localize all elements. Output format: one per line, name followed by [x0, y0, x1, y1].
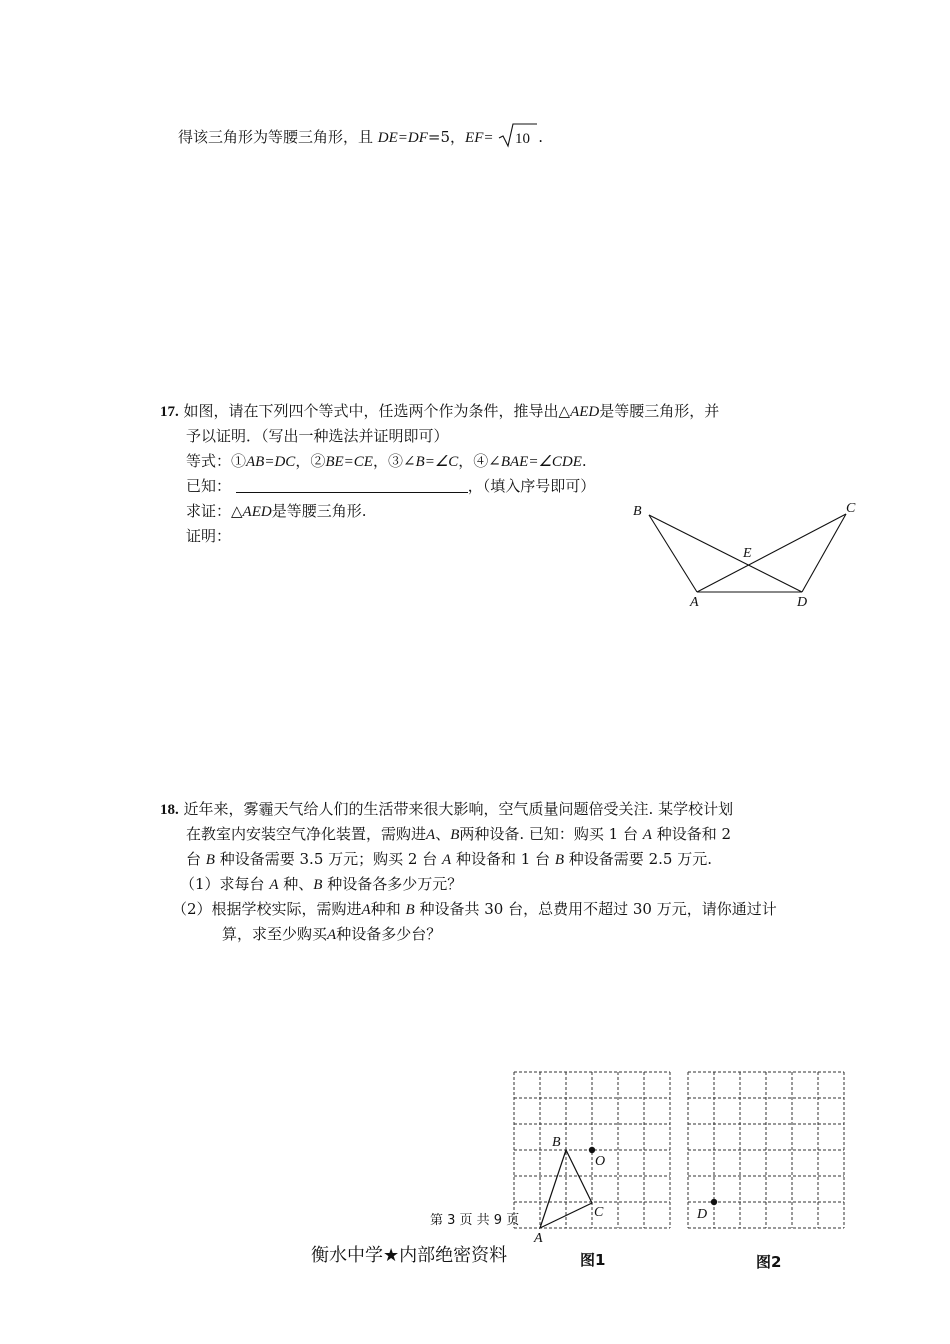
fig2-label-d: D [697, 1207, 708, 1222]
q17-equations-label: 等式：① [186, 452, 247, 470]
q18-part2-line2-a: 算，求至少购买 [222, 925, 328, 943]
q18-part2-line2 [222, 924, 441, 945]
fig1-label-a: A [534, 1231, 543, 1246]
q17-eq3: B=∠C [415, 454, 459, 470]
q18-line2-a: 在教室内安装空气净化装置，需购进 [186, 825, 427, 843]
q18-line3-A: A [442, 852, 452, 868]
grid-figure-2 [685, 1068, 850, 1238]
prev-answer-ef: EF= [465, 130, 494, 146]
q17-sep3: ，③∠ [372, 452, 416, 470]
q18-line2-A2: A [642, 827, 652, 843]
q18-part2 [172, 899, 777, 920]
q18-part1 [180, 874, 462, 895]
fig1-label-b: B [552, 1135, 561, 1150]
q18-line2-d: 种设备和 2 [656, 825, 732, 843]
q18-part2-line2-b: 种设备多少台？ [336, 925, 442, 943]
q17-line1-b: 是等腰三角形，并 [599, 402, 720, 420]
q18-part1-A: A [269, 877, 279, 893]
sqrt-icon [498, 122, 538, 148]
q17-given [186, 476, 595, 496]
sqrt-expression [498, 122, 538, 153]
q17-triangle-figure [625, 495, 865, 615]
fig2-caption: 图2 [756, 1253, 782, 1271]
q18-line3-d: 种设备需要 2.5 万元. [568, 850, 712, 868]
q17-line1-aed: AED [570, 404, 600, 420]
q18-line3-B2: B [554, 852, 565, 868]
q17-number: 17. [160, 404, 179, 420]
q18-part2-b: 种和 [370, 900, 401, 918]
q18-line3-a: 台 [186, 850, 202, 868]
q18-part2-c: 种设备共 30 台，总费用不超过 30 万元，请你通过计 [419, 900, 777, 918]
label-c: C [846, 501, 856, 516]
fig1-label-o: O [595, 1154, 606, 1169]
q17-given-blank[interactable] [236, 478, 468, 493]
q18-part2-B: B [405, 902, 415, 918]
q17-line2: 予以证明．（写出一种选法并证明即可） [186, 427, 449, 445]
q17-given-tail: ，（填入序号即可） [467, 477, 596, 495]
prev-answer-end: . [538, 128, 544, 146]
q17-sep2: ，② [295, 452, 326, 470]
q18-line2-B: B [450, 827, 460, 843]
q18-line2-A: A [426, 827, 436, 843]
prev-answer-line [178, 122, 543, 153]
page-number: 第 3 页 共 9 页 [430, 1213, 520, 1228]
label-d: D [797, 595, 808, 610]
q18-part1-c: 种设备各多少万元？ [327, 875, 463, 893]
q18-line3-c: 种设备和 1 台 [455, 850, 551, 868]
q18-line2-b: 、 [435, 825, 451, 843]
sqrt-value: 10 [515, 131, 531, 147]
q17-eq2: BE=CE [325, 454, 373, 470]
q18-line1 [160, 799, 733, 820]
point-o [589, 1147, 595, 1153]
q17-prove [186, 501, 367, 522]
label-a: A [690, 595, 699, 610]
prev-answer-de-df: DE=DF [377, 130, 428, 146]
q18-line3-B: B [205, 852, 215, 868]
q17-line1-a: 如图，请在下列四个等式中，任选两个作为条件，推导出△ [183, 402, 571, 420]
grid-figure-1 [510, 1068, 680, 1248]
q18-line2 [186, 824, 731, 845]
q18-line2-c: 两种设备. 已知：购买 1 台 [459, 825, 638, 843]
label-e: E [743, 546, 752, 561]
q18-part2-line2-A: A [327, 927, 337, 943]
q18-part2-A: A [361, 902, 371, 918]
q17-prove-label: 求证：△ [186, 502, 243, 520]
point-d [711, 1199, 717, 1205]
q18-part1-b: 种、 [283, 875, 314, 893]
fig1-label-c: C [594, 1205, 604, 1220]
q17-sep4: ，④∠ [458, 452, 501, 470]
q17-eq4: BAE=∠CDE [500, 454, 582, 470]
q17-line1 [160, 401, 719, 422]
q17-dot: . [581, 452, 587, 470]
q17-proof-label: 证明： [186, 527, 232, 545]
q17-equations [186, 451, 587, 472]
label-b: B [633, 504, 642, 519]
q18-part1-a: （1）求每台 [180, 875, 265, 893]
q18-line3-b: 种设备需要 3.5 万元；购买 2 台 [219, 850, 438, 868]
fig1-caption: 图1 [580, 1251, 606, 1269]
prev-answer-eq5: =5， [427, 128, 466, 146]
q18-line3 [186, 849, 712, 870]
line-bd [649, 515, 802, 592]
watermark-footer: 衡水中学★内部绝密资料 [311, 1245, 508, 1266]
q18-part1-B: B [313, 877, 323, 893]
q17-given-label: 已知： [186, 477, 232, 495]
q17-prove-aed: AED [242, 504, 272, 520]
q18-line1-text: 近年来，雾霾天气给人们的生活带来很大影响，空气质量问题倍受关注. 某学校计划 [183, 800, 734, 818]
prev-answer-text: 得该三角形为等腰三角形，且 [178, 128, 374, 146]
q18-number: 18. [160, 802, 179, 818]
q18-part2-a: （2）根据学校实际，需购进 [172, 900, 362, 918]
q17-eq1: AB=DC [246, 454, 296, 470]
q17-prove-tail: 是等腰三角形. [271, 502, 367, 520]
